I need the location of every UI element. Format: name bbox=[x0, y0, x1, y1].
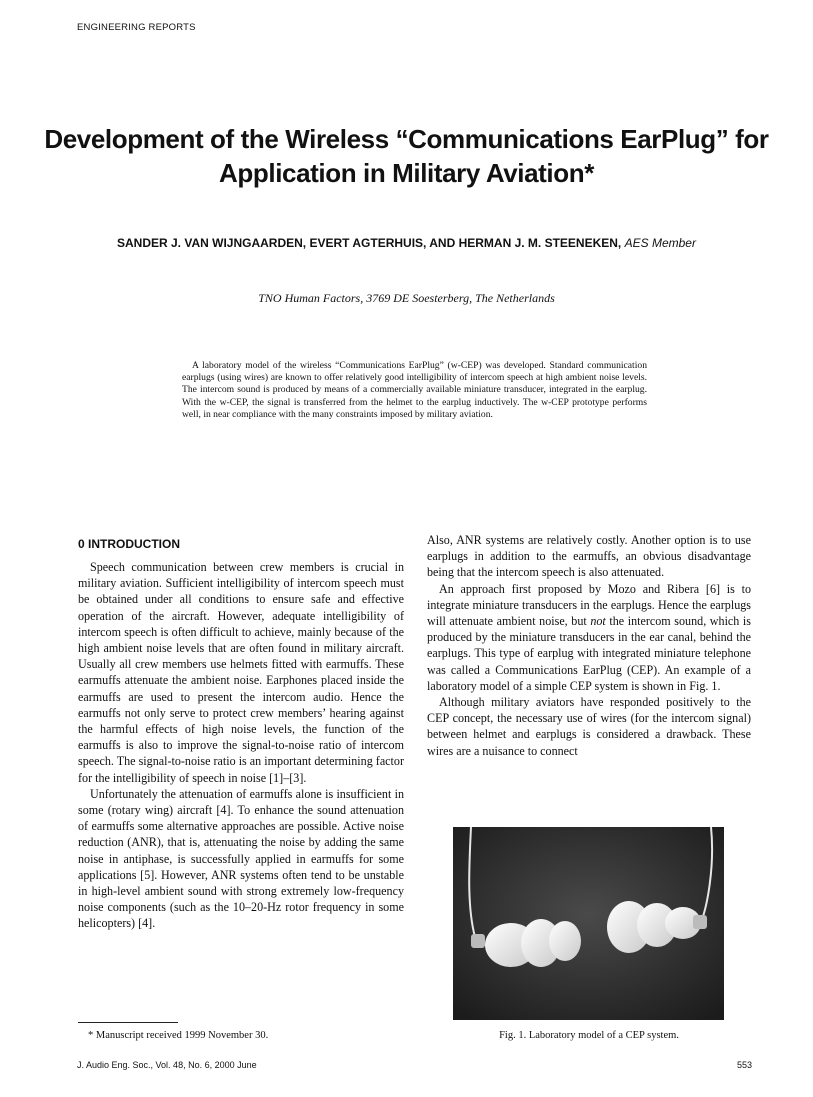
aes-member-note: AES Member bbox=[624, 236, 696, 250]
author-names: SANDER J. VAN WIJNGAARDEN, EVERT AGTERHUIS, AND HERMAN J. M. STEENEKEN, bbox=[117, 236, 622, 250]
figure-caption: Fig. 1. Laboratory model of a CEP system. bbox=[499, 1030, 679, 1041]
author-line bbox=[40, 236, 773, 250]
emphasis: not bbox=[590, 614, 606, 629]
paragraph-text: the intercom sound, which is produced by the miniature transducers in the ear canal, behind the earplugs. This type of earplug with integrated miniature telephone was called a Communications EarPlug (CEP). An example of a laboratory model of a simple CEP system is shown in Fig. 1. bbox=[427, 614, 751, 693]
article-title: Development of the Wireless “Communications EarPlug” for Application in Military Aviation* bbox=[44, 124, 769, 188]
figure-photo bbox=[453, 827, 724, 1020]
section-label: ENGINEERING REPORTS bbox=[77, 22, 196, 33]
paragraph bbox=[427, 581, 751, 694]
left-column bbox=[78, 559, 404, 932]
journal-citation: J. Audio Eng. Soc., Vol. 48, No. 6, 2000 June bbox=[77, 1060, 257, 1070]
abstract: A laboratory model of the wireless “Communications EarPlug” (w-CEP) was developed. Standard communication earplugs (using wires) are known to offer relatively good intelligibility of intercom speech at high ambient noise levels. The intercom sound is produced by means of a commercially available miniature transducer, integrated in the earplug. With the w-CEP, the signal is transferred from the helmet to the earplug inductively. The w-CEP prototype performs well, in near compliance with the many constraints imposed by military aviation. bbox=[182, 360, 647, 420]
page-number: 553 bbox=[736, 1060, 752, 1070]
paragraph-text: An approach first proposed by Mozo and Ribera [6] is to integrate miniature transducers in the earplugs. Hence the earplugs will attenuate ambient noise, but bbox=[427, 581, 751, 629]
earplug-photo bbox=[453, 827, 724, 1020]
paragraph: Unfortunately the attenuation of earmuffs alone is insufficient in some (rotary wing) aircraft [4]. To enhance the sound attenuation of earmuffs some alternative approaches are possible. Active noise reduction (ANR), that is, attenuating the noise by adding the same noise in antiphase, is successfully applied in earmuffs for some applications [5]. However, ANR systems often tend to be unstable in high-level ambient sound with strong extremely low-frequency noise components (such as the 10–20-Hz rotor frequency in some helicopters) [4]. bbox=[78, 786, 404, 931]
affiliation: TNO Human Factors, 3769 DE Soesterberg, The Netherlands bbox=[258, 291, 555, 305]
paragraph: Also, ANR systems are relatively costly. Another option is to use earplugs in addition to the earmuffs, an obvious disadvantage being that the intercom speech is also attenuated. bbox=[427, 533, 751, 580]
section-heading: 0 INTRODUCTION bbox=[78, 537, 180, 551]
footnote-divider bbox=[78, 1022, 178, 1023]
footnote: * Manuscript received 1999 November 30. bbox=[88, 1030, 269, 1041]
right-column bbox=[427, 532, 751, 759]
paragraph: Speech communication between crew members is crucial in military aviation. Sufficient intelligibility of intercom speech must be obtained under all conditions to ensure safe and effective operation of the aircraft. However, adequate intelligibility of intercom speech is often difficult to achieve, mainly because of the high ambient noise levels that are often found in military aircraft. Usually all crew members use helmets fitted with earmuffs. These earmuffs attenuate the ambient noise. Earphones placed inside the earmuffs are used to present the intercom audio. Hence the earmuffs not only serve to protect crew members’ hearing against the harmful effects of high noise levels, the function of the earmuffs is also to improve the signal-to-noise ratio of intercom speech. The signal-to-noise ratio is an important determining factor for the intelligibility of speech in noise [1]–[3]. bbox=[78, 560, 404, 785]
paragraph: Although military aviators have responded positively to the CEP concept, the necessary use of wires (for the intercom signal) between helmet and earplugs is considered a drawback. These wires are a nuisance to connect bbox=[427, 695, 751, 758]
